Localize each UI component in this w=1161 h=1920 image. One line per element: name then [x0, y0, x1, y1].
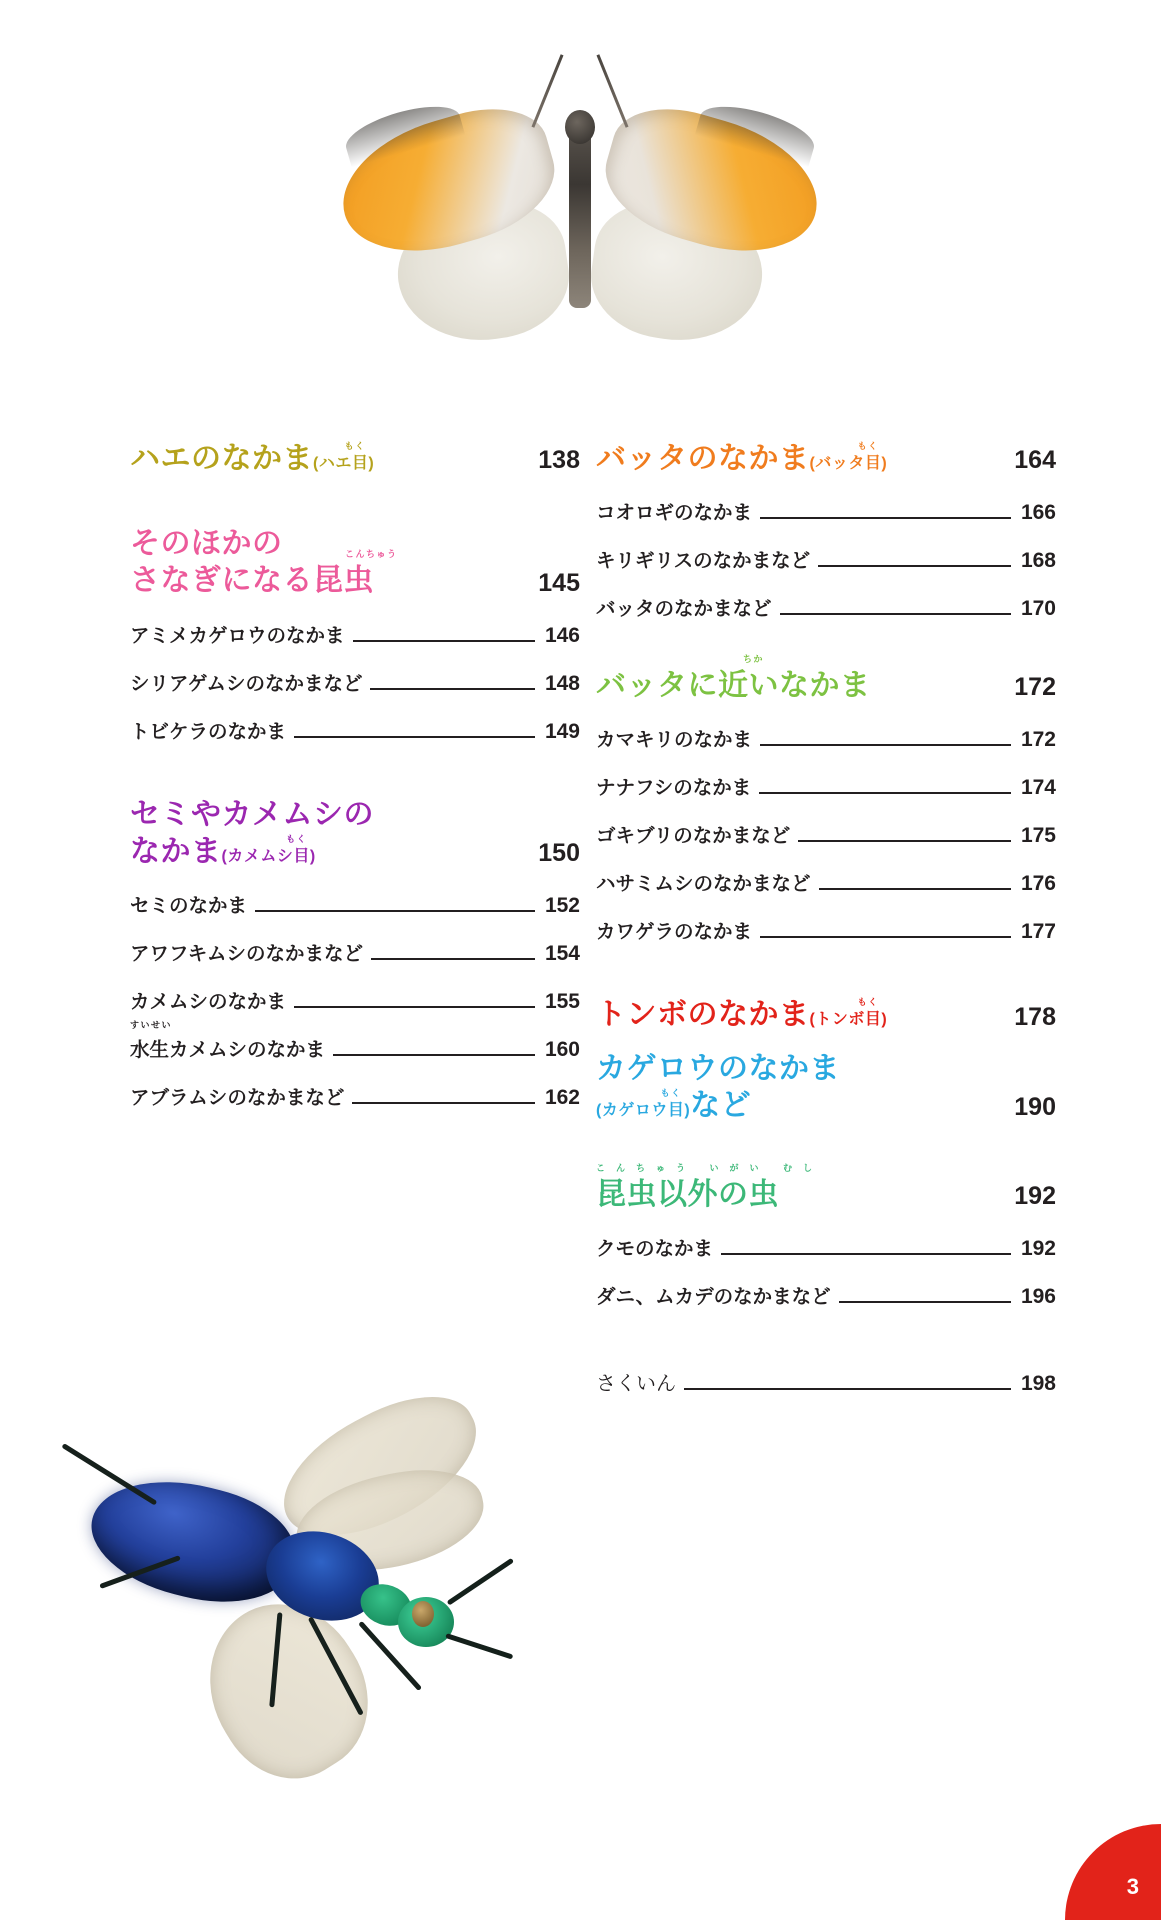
leader-line	[759, 792, 1011, 794]
toc-item-label: ナナフシ	[596, 777, 674, 800]
leader-line	[294, 736, 535, 738]
butterfly-specimen-image	[330, 60, 830, 350]
toc-item-index[interactable]	[596, 1367, 1056, 1396]
wasp-antenna-upper	[447, 1558, 514, 1606]
toc-item-label: トビケラ	[130, 720, 209, 743]
toc-section-subtitle: (カメムシ目)	[221, 847, 316, 865]
ruby-text: すいせい	[130, 1019, 173, 1030]
toc-item-page: 175	[1020, 824, 1056, 848]
toc-item[interactable]	[130, 716, 580, 744]
toc-item-label: カマキリ	[596, 729, 675, 752]
toc-item-page: 174	[1020, 776, 1056, 800]
toc-item-label: ダニ、ムカデ	[596, 1286, 714, 1309]
toc-item-page: 196	[1020, 1285, 1056, 1309]
leader-line	[370, 688, 534, 690]
toc-item-suffix: のなかま	[169, 894, 248, 917]
toc-section-sonohoka[interactable]	[130, 525, 580, 743]
toc-section-page: 192	[1014, 1182, 1056, 1211]
toc-section-title-line2: なかま	[130, 834, 222, 868]
toc-item[interactable]	[596, 545, 1056, 573]
wasp-antenna-lower	[445, 1633, 513, 1659]
toc-section-subtitle: (カゲロウ目)	[596, 1101, 691, 1119]
leader-line	[760, 936, 1011, 938]
toc-item-page: 154	[544, 941, 580, 965]
page-number: 3	[1126, 1874, 1139, 1899]
ruby-text: もく	[857, 997, 879, 1008]
toc-section-page: 150	[538, 838, 580, 867]
toc-section-batta[interactable]	[596, 440, 1056, 621]
toc-item-suffix: のなかまなど	[227, 1086, 345, 1109]
toc-section-title: バッタのなかま	[596, 442, 810, 475]
toc-section-title: バッタに近いなかま	[596, 669, 871, 703]
leader-line	[760, 744, 1011, 746]
toc-item-page: 192	[1020, 1237, 1056, 1261]
ruby-text: もく	[286, 833, 308, 844]
toc-item[interactable]	[130, 668, 580, 696]
toc-item-label: ハサミムシ	[596, 873, 694, 896]
toc-section-title-line1: カゲロウのなかま	[596, 1051, 840, 1085]
toc-column-right	[596, 440, 1056, 1396]
toc-item-label: コオロギ	[596, 502, 675, 525]
toc-section-kagerou[interactable]	[596, 1050, 1056, 1124]
leader-line	[353, 640, 535, 642]
toc-item-suffix: のなかまなど	[245, 672, 363, 695]
leader-line	[818, 565, 1011, 567]
ruby-text: もく	[857, 441, 879, 451]
toc-item-page: 149	[544, 719, 580, 743]
leader-line	[721, 1253, 1011, 1255]
leader-line	[839, 1301, 1011, 1303]
toc-item-page: 148	[544, 671, 580, 695]
wasp-specimen-image	[60, 1405, 540, 1825]
toc-item-page: 198	[1020, 1372, 1056, 1396]
leader-line	[819, 888, 1011, 890]
toc-item-label: アミメカゲロウ	[130, 624, 267, 647]
toc-section-subtitle: (ハエ目)	[313, 455, 375, 472]
toc-item-label: ゴキブリ	[596, 825, 674, 848]
leader-line	[684, 1388, 1011, 1390]
toc-section-tombo[interactable]	[596, 996, 1056, 1033]
leader-line	[780, 613, 1011, 615]
ruby-text: もく	[344, 441, 366, 451]
toc-item[interactable]	[130, 1082, 580, 1110]
leader-line	[798, 840, 1011, 842]
toc-item[interactable]	[596, 1233, 1056, 1261]
toc-item[interactable]	[130, 1019, 580, 1062]
toc-item-page: 168	[1020, 549, 1056, 573]
toc-section-title-line2: など	[690, 1088, 752, 1122]
toc-item-page: 170	[1020, 597, 1056, 621]
toc-section-konchu-igai[interactable]	[596, 1162, 1056, 1309]
toc-item-label: アワフキムシ	[130, 942, 247, 965]
toc-item[interactable]	[596, 772, 1056, 800]
toc-column-left	[130, 440, 580, 1110]
toc-item-page: 166	[1020, 501, 1056, 525]
leader-line	[294, 1006, 535, 1008]
toc-section-title-line2: さなぎになる昆虫	[130, 564, 374, 598]
ruby-text: ちか	[743, 654, 765, 665]
toc-item[interactable]	[596, 497, 1056, 525]
toc-section-title: 昆虫以外の虫	[596, 1177, 779, 1211]
toc-item[interactable]	[596, 593, 1056, 621]
toc-item-label: キリギリス	[596, 550, 694, 573]
toc-section-batta-chikai[interactable]	[596, 654, 1056, 944]
leader-line	[333, 1054, 535, 1056]
toc-item-suffix: のなかまなど	[713, 1286, 831, 1309]
toc-section-semi-kamemushi[interactable]	[130, 796, 580, 1110]
toc-item-suffix: のなかま	[674, 502, 753, 525]
toc-item-suffix: のなかまなど	[654, 598, 772, 621]
ruby-text: こんちゅう いがい むし	[596, 1162, 824, 1173]
toc-item-suffix: のなかま	[208, 720, 287, 743]
butterfly-head	[565, 110, 595, 144]
toc-item-suffix: のなかまなど	[693, 873, 811, 896]
leader-line	[352, 1102, 535, 1104]
toc-item-suffix: のなかま	[247, 1038, 326, 1061]
toc-item[interactable]	[130, 890, 580, 918]
toc-section-page: 172	[1014, 673, 1056, 702]
toc-item[interactable]	[130, 620, 580, 648]
toc-item-page: 177	[1020, 920, 1056, 944]
leader-line	[371, 958, 535, 960]
toc-item[interactable]	[130, 986, 580, 1014]
toc-item[interactable]	[596, 1281, 1056, 1309]
butterfly-antenna-right	[596, 54, 628, 127]
toc-item[interactable]	[130, 938, 580, 966]
toc-section-subtitle: (バッタ目)	[809, 455, 888, 472]
ruby-text: もく	[660, 1087, 682, 1098]
toc-item-suffix: のなかま	[673, 777, 752, 800]
page-number-tab	[1065, 1824, 1161, 1920]
toc-item-label: さくいん	[596, 1373, 676, 1396]
ruby-text: こんちゅう	[345, 549, 398, 560]
toc-item-label: カワゲラ	[596, 921, 675, 944]
toc-item-label: カメムシ	[130, 990, 209, 1013]
toc-item-suffix: のなかま	[674, 729, 753, 752]
toc-item-suffix: のなかまなど	[673, 825, 791, 848]
toc-item-page: 155	[544, 989, 580, 1013]
toc-item-suffix: のなかま	[266, 624, 345, 647]
toc-item-label: バッタ	[596, 598, 655, 621]
toc-item-suffix: のなかまなど	[693, 550, 811, 573]
toc-item[interactable]	[596, 868, 1056, 896]
leader-line	[255, 910, 535, 912]
leader-line	[760, 517, 1011, 519]
toc-item-page: 146	[544, 623, 580, 647]
toc-item-suffix: のなかまなど	[246, 942, 364, 965]
toc-section-title: ハエのなかま	[130, 442, 313, 475]
toc-section-subtitle: (トンボ目)	[809, 1011, 888, 1029]
toc-section-page: 145	[538, 568, 580, 597]
toc-section-title-line1: そのほかの	[130, 527, 283, 561]
toc-item-label: アブラムシ	[130, 1086, 228, 1109]
toc-section-title: トンボのなかま	[596, 998, 810, 1032]
toc-item-label: セミ	[130, 894, 170, 917]
toc-item-page: 152	[544, 893, 580, 917]
toc-item-page: 162	[544, 1085, 580, 1109]
toc-item-suffix: のなかま	[674, 921, 753, 944]
toc-item-label: 水生カメムシ	[130, 1038, 248, 1061]
toc-section-page: 138	[538, 446, 580, 475]
toc-section-page: 178	[1014, 1002, 1056, 1031]
wasp-eye	[412, 1601, 434, 1627]
toc-item-label: クモ	[596, 1238, 636, 1261]
toc-section-hae[interactable]	[130, 440, 580, 477]
toc-item-label: シリアゲムシ	[130, 672, 246, 695]
toc-section-page: 164	[1014, 446, 1056, 475]
toc-item[interactable]	[596, 916, 1056, 944]
toc-item-suffix: のなかま	[208, 990, 287, 1013]
butterfly-antenna-left	[531, 54, 563, 127]
toc-item[interactable]	[596, 724, 1056, 752]
toc-item-page: 176	[1020, 872, 1056, 896]
butterfly-body	[569, 118, 591, 308]
toc-section-page: 190	[1014, 1092, 1056, 1121]
toc-item-page: 160	[544, 1037, 580, 1061]
wasp-abdomen	[79, 1462, 305, 1620]
toc-item[interactable]	[596, 820, 1056, 848]
toc-item-suffix: のなかま	[635, 1238, 714, 1261]
toc-item-page: 172	[1020, 728, 1056, 752]
toc-section-title-line1: セミやカメムシの	[130, 797, 374, 831]
